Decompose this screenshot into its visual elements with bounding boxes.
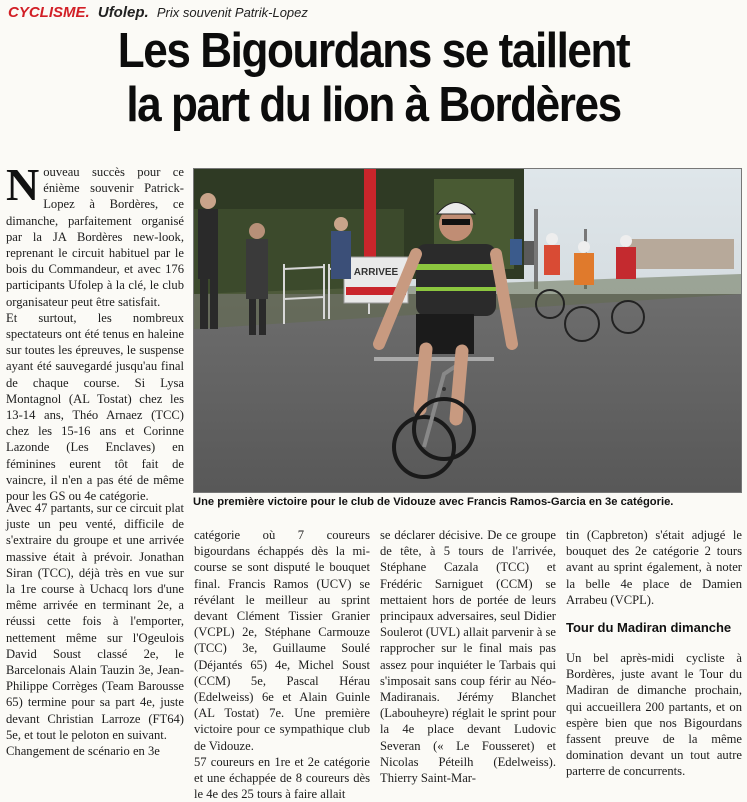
headline-line-2: la part du lion à Bordères bbox=[126, 78, 621, 132]
paragraph-outlook: Un bel après-midi cycliste à Bordères, juste avant le Tour du Madiran de dimanche prochain, qui accueillera 200 partants, et on espère bien que nos Bigourdans fassent preuve de la même domination devant un tout autre parterre de concurrents. bbox=[566, 651, 742, 779]
article-column-1-bottom bbox=[6, 500, 184, 759]
headline bbox=[37, 24, 709, 132]
kicker bbox=[8, 4, 308, 26]
article-column-4-bottom bbox=[566, 650, 742, 780]
race-photo bbox=[193, 168, 742, 493]
federation-label: Ufolep. bbox=[97, 4, 149, 21]
drop-cap: N bbox=[6, 159, 40, 210]
article-column-4 bbox=[566, 527, 742, 608]
cyclist-finish-illustration bbox=[194, 169, 741, 492]
paragraph-change: Changement de scénario en 3e bbox=[6, 744, 160, 759]
paragraph-intro: ouveau succès pour ce énième souvenir Patrick-Lopez à Bordères, ce dimanche, parfaitement organisé par la JA Bordères new-look, reprenant le circuit habituel par le bois du Commandeur, et avec 176 participants Ufolep à la clé, le club organisateur peut être satisfait. bbox=[6, 165, 184, 309]
event-label: Prix souvenit Patrik-Lopez bbox=[156, 5, 308, 20]
article-column-3 bbox=[380, 527, 556, 786]
paragraph-1st-2nd-category: 57 coureurs en 1re et 2e catégorie et une échappée de 8 coureurs dès le 4e des 25 tours à faire allait bbox=[194, 754, 370, 802]
paragraph-spectators: Et surtout, les nombreux spectateurs ont été tenus en haleine sur toutes les épreuves, le suspense ayant été sauvegardé jusqu'au final de chaque course. Si Lysa Montagnol (AL Tostat) chez les 13-14 ans, Théo Arnaez (TCC) chez les 15-16 ans et Corinne Lazonde (Les Enclaves) en féminines eurent tôt fait de vaincre, il n'en a pas été de même pour les GS ou 4e catégorie. bbox=[6, 310, 184, 504]
paragraph-3rd-category: catégorie où 7 coureurs bigourdans échappés dès la mi-course se sont disputé le bouquet final. Francis Ramos (UCV) se révélant le meilleur au sprint devant Clément Tissier Granier (VCPL) 2e, Stéphane Carmouze (TCC) 3e, Guillaume Soulé (Déjantés 65) 4e, Michel Soust (CCM) 5e, Pascal Hérau (Edelweiss) 6e et Alain Guinle (AL Tostat) 7e. Une première victoire pour ce sympathique club de Vidouze. bbox=[194, 528, 370, 753]
subheading-tour-du-madiran: Tour du Madiran dimanche bbox=[566, 620, 732, 635]
section-category: CYCLISME. bbox=[8, 4, 90, 21]
photo-caption: Une première victoire pour le club de Vidouze avec Francis Ramos-Garcia en 3e catégorie. bbox=[193, 496, 674, 508]
paragraph-gs-race: Avec 47 partants, sur ce circuit plat juste un peu venté, difficile de s'extraire du groupe et une arrivée massive était à prévoir. Jonathan Siran (TCC), déjà très en vue sur la 1re course à Uchacq lors d'une même arrivée en terminant 2e, a réussi cette fois à l'emporter, nettement même sur l'Ogeulois David Soust classé 2e, le Barcelonais Alain Tauzin 3e, Jean-Philippe Corrèges (Team Barousse 65) termine pour sa part 4e, juste devant Christian Larroze (FT64) 5e, et tout le peloton en suivant. bbox=[6, 501, 184, 742]
finish-banner-text: ARRIVEE bbox=[353, 267, 399, 278]
article-column-2 bbox=[194, 527, 370, 802]
headline-line-1: Les Bigourdans se taillent bbox=[117, 24, 630, 78]
paragraph-breakaway: se déclarer décisive. De ce groupe de tête, à 5 tours de l'arrivée, Stéphane Cazala (TCC) et Frédéric Sarniguet (CCM) se mettaient hors de portée de leurs principaux adversaires, seul Didier Soulerot (UVL) allait parvenir à se rapprocher sur le final mais pas assez pour inquiéter le Tarbais qui s'imposait sans coup férir au Néo-Madiranais. Jérémy Blanchet (Labouheyre) réglait le sprint pour la 4e place devant Ludovic Severan (« Le Fousseret) et Nicolas Péteilh (Edelweiss). Thierry Saint-Mar- bbox=[380, 528, 556, 786]
article-column-1 bbox=[6, 159, 184, 504]
paragraph-2nd-category: tin (Capbreton) s'était adjugé le bouquet des 2e catégorie 2 tours avant au sprint également, à noter la belle 4e place de Damien Arrabeu (VCPL). bbox=[566, 528, 742, 607]
